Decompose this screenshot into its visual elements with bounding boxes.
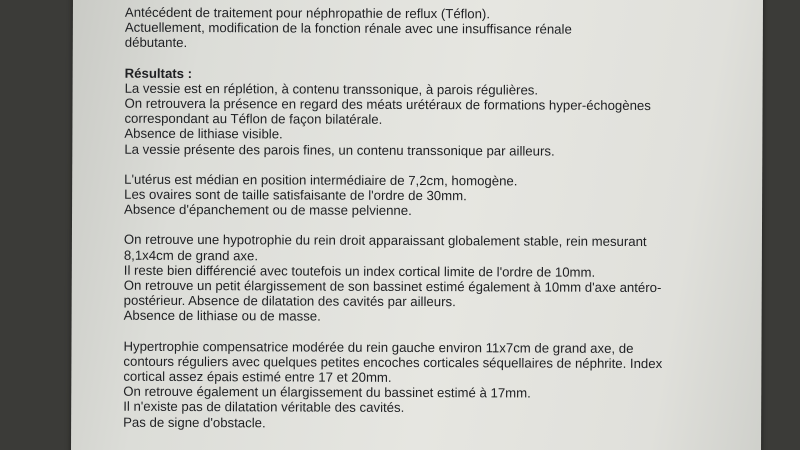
text-line: Antécédent de traitement pour néphropathie de reflux (Téflon). [124,4,491,22]
text-line: On retrouve également un élargissement du bassinet estimé à 17mm. [123,383,531,401]
text-line: La vessie présente des parois fines, un contenu transsonique par ailleurs. [124,141,555,159]
text-line: cortical assez épais estimé entre 17 et 20mm. [123,368,392,385]
text-line: On retrouvera la présence en regard des méats urétéraux de formations hyper-échogènes [124,95,651,114]
text-line: L'utérus est médian en position intermédiaire de 7,2cm, homogène. [124,171,518,189]
text-line: On retrouve une hypotrophie du rein droit apparaissant globalement stable, rein mesurant [123,232,647,250]
text-line: contours réguliers avec quelques petites encoches corticales séquellaires de néphrite. Index [123,353,663,371]
text-line: débutante. [124,35,188,51]
left-kidney-paragraph [123,338,741,432]
text-line: Absence de lithiase visible. [124,126,283,142]
text-line: On retrouve un petit élargissement de son bassinet estimé également à 10mm d'axe antéro- [123,277,662,296]
text-line: postérieur. Absence de dilatation des cavités par ailleurs. [123,292,456,310]
text-line: La vessie est en réplétion, à contenu transsonique, à parois régulières. [124,80,539,98]
results-heading: Résultats : [124,65,193,81]
text-line: 8,1x4cm de grand axe. [123,247,259,263]
text-line: Absence de lithiase ou de masse. [123,308,321,325]
text-line: Il n'existe pas de dilatation véritable des cavités. [123,399,405,416]
text-line: Actuellement, modification de la fonction rénale avec une insuffisance rénale [124,19,572,37]
vessie-paragraph [124,81,742,160]
text-line: Il reste bien différencié avec toutefois un index cortical limite de l'ordre de 10mm. [123,262,596,280]
text-line: correspondant au Téflon de façon bilatérale. [124,110,383,128]
paper-sheet [71,0,763,450]
text-line: Pas de signe d'obstacle. [123,414,266,431]
intro-paragraph [125,5,743,53]
report-text [123,5,743,433]
text-line: Les ovaires sont de taille satisfaisante de l'ordre de 30mm. [124,186,467,204]
right-kidney-paragraph [124,232,742,326]
text-line: Hypertrophie compensatrice modérée du rein gauche environ 11x7cm de grand axe, de [123,338,634,356]
uterus-paragraph [124,172,742,220]
text-line: Absence d'épanchement ou de masse pelvienne. [124,201,412,219]
